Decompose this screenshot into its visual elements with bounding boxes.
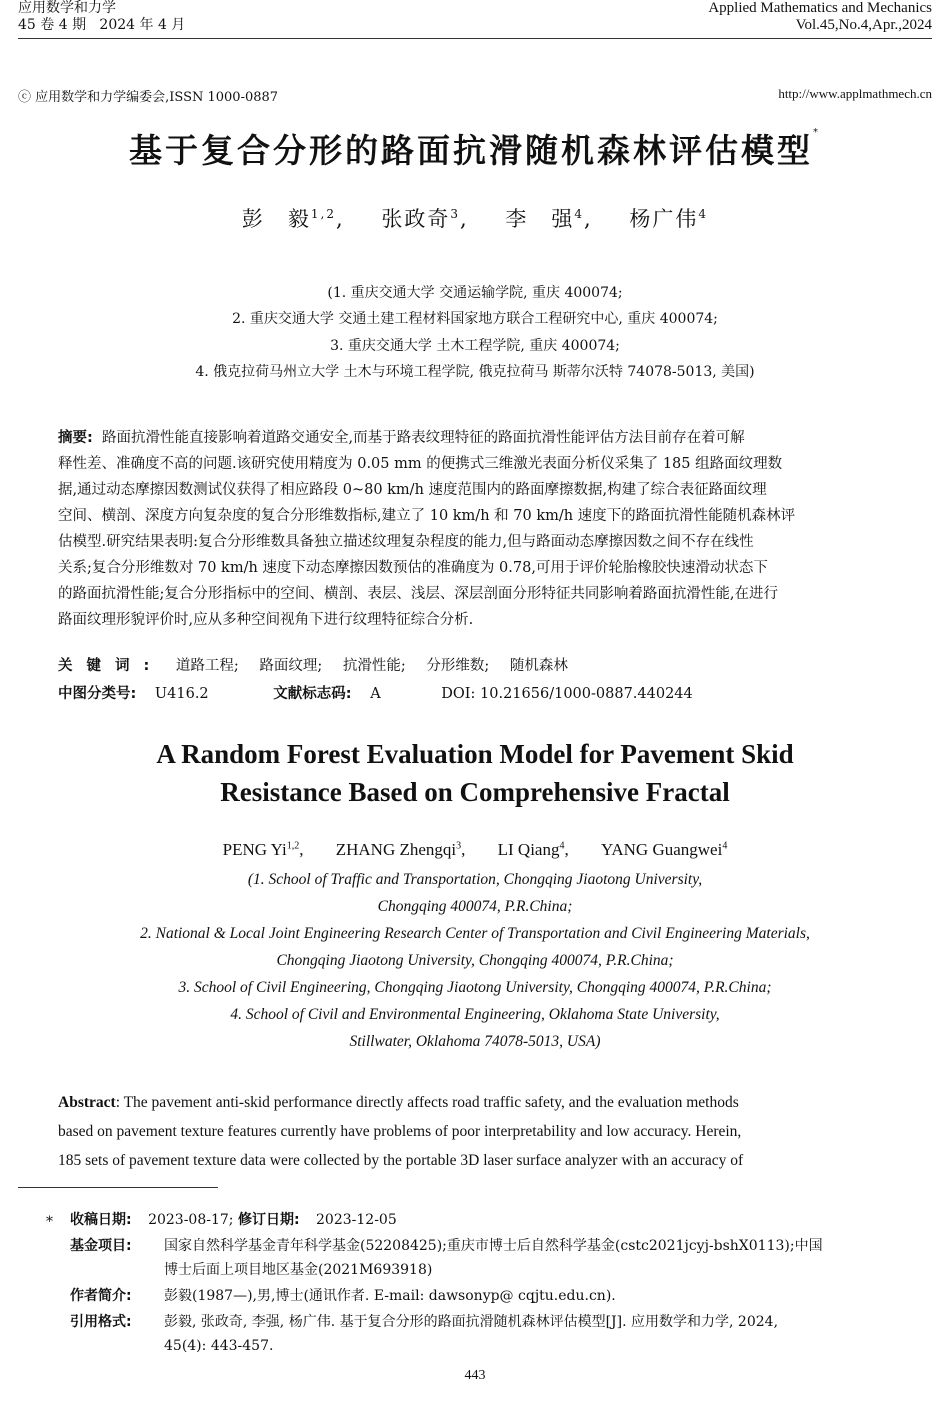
affiliation-cn: (1. 重庆交通大学 交通运输学院, 重庆 400074; bbox=[327, 285, 623, 301]
abstract-cn: 摘要: 路面抗滑性能直接影响着道路交通安全,而基于路表纹理特征的路面抗滑性能评估方法目前存在着可解 释性差、准确度不高的问题.该研究使用精度为 0.05 mm 的便携式三维激光表面分析仪采集了 185 组路面纹理数 据,通过动态摩擦因数测试仪获得了相应路段 0~80 km/h 速度范围内的路面摩擦数据,构建了综合表征路面纹理 空间、横剖、深度方向复杂度的复合分形维数指标,建立了 10 km/h 和 70 km/h 速度下的路面抗滑性能随机森林评 估模型.研究结果表明:复合分形维数具备独立描述纹理复杂程度的能力,但与路面动态摩擦因数之间不存在线性 关系;复合分形维数对 70 km/h 速度下动态摩擦因数预估的准确度为 0.78,可用于评价轮胎橡胶快速滑动状态下 的路面抗滑性能;复合分形指标中的空间、横剖、表层、浅层、深层剖面分形特征共同影响着路面抗滑性能,在进行 路面纹理形貌评价时,应从多种空间视角下进行纹理特征综合分析. bbox=[58, 430, 796, 628]
affiliation-en: Chongqing 400074, P.R.China; bbox=[377, 898, 573, 915]
authors-en bbox=[0, 840, 950, 860]
journal-name-cn: 应用数学和力学 bbox=[18, 0, 116, 16]
citation: 彭毅, 张政奇, 李强, 杨广伟. 基于复合分形的路面抗滑随机森林评估模型[J]. 应用数学和力学, 2024, 45(4): 443-457. bbox=[164, 1314, 779, 1354]
keyword: 分形维数; bbox=[426, 658, 490, 674]
author-bio: 彭毅(1987—),男,博士(通讯作者. E-mail: dawsonyp@ cqjtu.edu.cn). bbox=[164, 1288, 616, 1304]
clc-label: 中图分类号: bbox=[58, 686, 137, 702]
author-cn: 张政奇$^3$, bbox=[381, 207, 469, 231]
affiliation-en: 3. School of Civil Engineering, Chongqing Jiaotong University, Chongqing 400074, P.R.China; bbox=[178, 979, 772, 996]
affiliation-en: Stillwater, Oklahoma 74078-5013, USA) bbox=[349, 1033, 601, 1050]
abstract-cn-label: 摘要: bbox=[58, 430, 93, 446]
author-en: ZHANG Zhengqi$^3$, bbox=[335, 840, 466, 859]
issue-cn: 45 卷 4 期 2024 年 4 月 bbox=[18, 17, 186, 33]
affiliation-en: Chongqing Jiaotong University, Chongqing 400074, P.R.China; bbox=[276, 952, 674, 969]
keyword: 随机森林 bbox=[509, 658, 568, 674]
doc-code-label: 文献标志码: bbox=[273, 686, 352, 702]
abstract-en: Abstract: The pavement anti-skid performance directly affects road traffic safety, and the evaluation methods based on pavement texture features currently have problems of poor interpretability and low accuracy. Herein, 185 sets of pavement texture data were collected by the portable 3D laser surface analyzer with an accuracy of bbox=[58, 1094, 744, 1169]
keywords-label: 关键词: bbox=[58, 658, 164, 674]
header-rule bbox=[18, 38, 932, 39]
affiliation-en: 4. School of Civil and Environmental Engineering, Oklahoma State University, bbox=[230, 1006, 720, 1023]
title-en: A Random Forest Evaluation Model for Pavement Skid Resistance Based on Comprehensive Fractal bbox=[156, 739, 794, 807]
authors-cn bbox=[0, 203, 950, 233]
footnote-rule bbox=[18, 1187, 218, 1188]
copyright-line: ⓒ 应用数学和力学编委会,ISSN 1000-0887 bbox=[18, 90, 279, 105]
author-en: LI Qiang$^4$, bbox=[497, 840, 569, 859]
fund-label: 基金项目: bbox=[70, 1238, 132, 1254]
author-cn: 彭 毅$^{1,2}$, bbox=[241, 207, 345, 231]
keyword: 路面纹理; bbox=[259, 658, 323, 674]
journal-url[interactable]: http://www.applmathmech.cn bbox=[778, 86, 932, 101]
running-header-left bbox=[18, 0, 185, 34]
keyword: 道路工程; bbox=[175, 658, 239, 674]
journal-name-en: Applied Mathematics and Mechanics bbox=[708, 0, 932, 16]
abstract-en-label: Abstract bbox=[58, 1094, 116, 1111]
footnote-mark: * bbox=[46, 1214, 53, 1230]
clc-value: U416.2 bbox=[154, 686, 209, 702]
footnote-dates: 收稿日期: 2023-08-17; 修订日期: 2023-12-05 bbox=[70, 1212, 397, 1228]
citation-label: 引用格式: bbox=[70, 1314, 132, 1330]
author-en: YANG Guangwei$^4$ bbox=[600, 840, 728, 859]
page-number: 443 bbox=[464, 1368, 486, 1383]
title-cn bbox=[0, 125, 950, 172]
affiliation-cn: 4. 俄克拉荷马州立大学 土木与环境工程学院, 俄克拉荷马 斯蒂尔沃特 74078-5013, 美国) bbox=[195, 364, 755, 380]
author-en: PENG Yi$^{1,2}$, bbox=[222, 840, 304, 859]
keyword: 抗滑性能; bbox=[342, 658, 406, 674]
doc-code-value: A bbox=[370, 686, 381, 702]
doi[interactable]: DOI: 10.21656/1000-0887.440244 bbox=[441, 686, 693, 702]
classification-line bbox=[58, 682, 693, 703]
issue-en: Vol.45,No.4,Apr.,2024 bbox=[795, 17, 932, 33]
affiliation-cn: 2. 重庆交通大学 交通土建工程材料国家地方联合工程研究中心, 重庆 400074; bbox=[232, 311, 718, 327]
author-cn: 李 强$^4$, bbox=[505, 207, 593, 231]
affiliation-en: 2. National & Local Joint Engineering Research Center of Transportation and Civil Engineering Materials, bbox=[140, 925, 810, 942]
fund-text: 国家自然科学基金青年科学基金(52208425);重庆市博士后自然科学基金(cstc2021jcyj-bshX0113);中国 博士后面上项目地区基金(2021M693918) bbox=[164, 1238, 823, 1278]
author-cn: 杨广伟$^4$ bbox=[629, 207, 709, 231]
keywords-cn bbox=[58, 654, 576, 675]
title-footnote-mark: * bbox=[813, 127, 821, 138]
affiliation-en: (1. School of Traffic and Transportation, Chongqing Jiaotong University, bbox=[247, 871, 703, 888]
title-cn-text: 基于复合分形的路面抗滑随机森林评估模型 bbox=[129, 131, 813, 170]
author-bio-label: 作者简介: bbox=[70, 1288, 132, 1304]
affiliation-cn: 3. 重庆交通大学 土木工程学院, 重庆 400074; bbox=[330, 338, 620, 354]
running-header-right bbox=[708, 0, 932, 34]
